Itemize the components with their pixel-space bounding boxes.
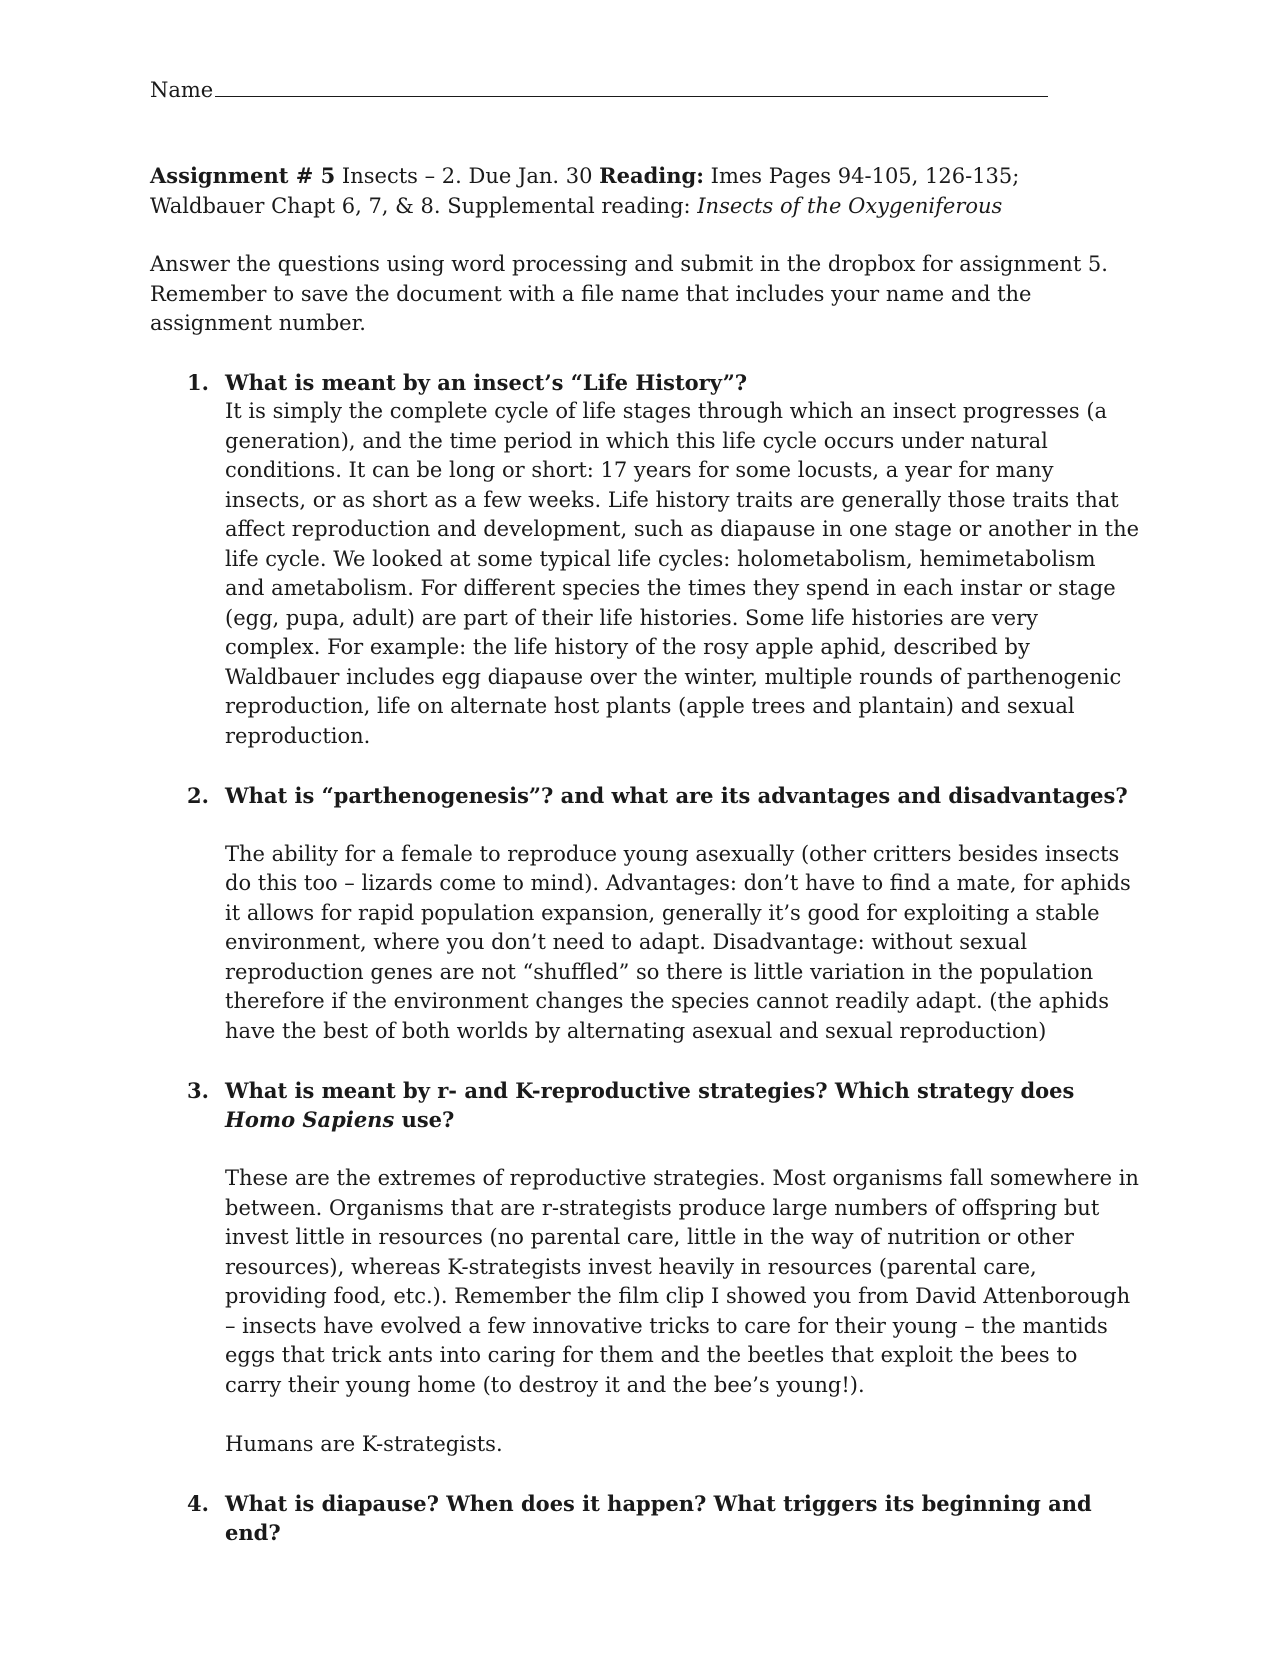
name-field[interactable] [150,74,1140,104]
supplemental-title: Insects of the Oxygeniferous [697,193,1003,218]
question-text: What is “parthenogenesis”? and what are its advantages and disadvantages? [225,782,1128,808]
question-item [150,781,1140,1047]
question-list [150,368,1140,1548]
question-text [225,1076,1140,1135]
name-label: Name [150,78,214,102]
question-text-end: use? [394,1107,455,1132]
question-item [150,368,1140,752]
assignment-topic: Insects – 2. Due Jan. 30 [335,164,600,188]
reading-text: Imes Pages 94-105, 126-135; [703,164,1020,188]
question-species-name: Homo Sapiens [225,1107,395,1132]
answer-text: It is simply the complete cycle of life stages through which an insect progresses (a generation), and the time period in which this life cycle occurs under natural conditions. It can be long or short: 17 years for some locusts, a year for many insects, or as short as a few weeks. Life history traits are generally those traits that affect reproduction and development, such as diapause in one stage or another in the life cycle. We looked at some typical life cycles: holometabolism, hemimetabolism and ametabolism. For different species the times they spend in each instar or stage (egg, pupa, adult) are part of their life histories. Some life histories are very complex. For example: the life history of the rosy apple aphid, described by Waldbauer includes egg diapause over the winter, multiple rounds of parthenogenic reproduction, life on alternate host plants (apple trees and plantain) and sexual reproduction. [225,399,1140,748]
question-text: What is diapause? When does it happen? What triggers its beginning and end? [225,1490,1092,1545]
instructions-paragraph: Answer the questions using word processing and submit in the dropbox for assignment 5. Remember to save the document with a file name that includes your name and the assignment number. [150,252,1108,335]
reading-label: Reading: [599,163,704,188]
question-text: What is meant by an insect’s “Life History”? [225,369,748,395]
reading-line-2: Waldbauer Chapt 6, 7, & 8. Supplemental reading: [150,193,698,218]
name-underline[interactable] [215,74,1048,97]
assignment-label: Assignment # 5 [150,163,336,188]
question-number: 4. [187,1490,209,1516]
question-number: 1. [187,369,209,395]
answer-conclusion: Humans are K-strategists. [225,1431,503,1456]
answer-text: These are the extremes of reproductive strategies. Most organisms fall somewhere in between. Organisms that are r-strategists produce large numbers of offspring but invest little in resources (no parental care, little in the way of nutrition or other resources), whereas K-strategists invest heavily in resources (parental care, providing food, etc.). Remember the film clip I showed you from David Attenborough – insects have evolved a few innovative tricks to care for their young – the mantids eggs that trick ants into caring for them and the beetles that exploit the bees to carry their young home (to destroy it and the bee’s young!). [225,1166,1139,1397]
question-number: 3. [187,1077,209,1103]
question-item [150,1489,1140,1548]
question-item [150,1076,1140,1460]
question-number: 2. [187,782,209,808]
document-page [150,74,1140,1548]
question-text-start: What is meant by r- and K-reproductive strategies? Which strategy does [225,1077,1075,1103]
answer-text: The ability for a female to reproduce young asexually (other critters besides insects do this too – lizards come to mind). Advantages: don’t have to find a mate, for aphids it allows for rapid population expansion, generally it’s good for exploiting a stable environment, where you don’t need to adapt. Disadvantage: without sexual reproduction genes are not “shuffled” so there is little variation in the population therefore if the environment changes the species cannot readily adapt. (the aphids have the best of both worlds by alternating asexual and sexual reproduction) [225,841,1131,1043]
assignment-header [150,161,1140,221]
